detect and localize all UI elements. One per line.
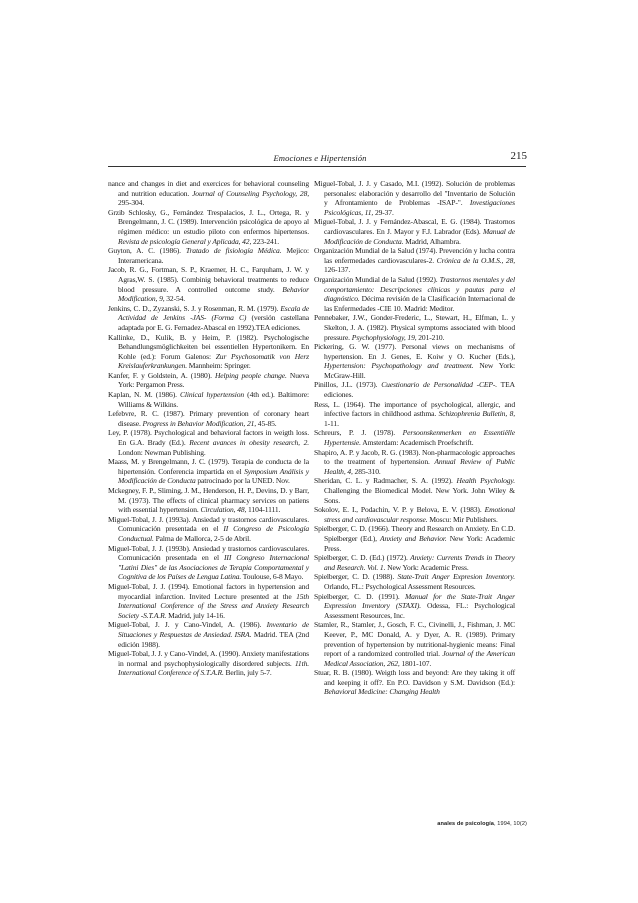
reference-italic-segment: Inventario de Situaciones y Respuestas de Ansiedad. ISRA. [118,620,309,639]
reference-text-segment: Stuar, R. B. (1980). Weigth loss and beyond: Are they taking it off and keeping it off?. En P.O. Davidson y S.M. Davidson (Ed.): [314,668,515,687]
reference-entry [314,217,515,246]
reference-text-segment: Mckegney, F. P., Sliming, J. M., Henderson, H. P., Devins, D. y Barr, M. (1973). The effects of clinical pharmacy services on patiens with essential hypertension. [108,486,309,515]
reference-text-segment: TEA ediciones. [324,380,515,400]
reference-italic-segment: Recent avances in obesity research, 2. [189,438,309,448]
reference-entry [314,668,515,697]
reference-entry [108,246,309,265]
reference-text-segment: Guyton, A. C. (1986). [108,246,186,256]
reference-text-segment: Kallinke, D., Kulik, B. y Heim, P. (1982). Psychologische Behandlungsmöglichkeiten bei essentiellen Hypertonikern. En Kohle (ed.): Forum Galenos: [108,332,309,361]
journal-name: anales de psicología [437,821,494,827]
reference-text-segment: New York: Academic Press. [385,562,469,572]
reference-italic-segment: Manual for the State-Trait Anger Expression Inventory (STAXI). [324,591,515,611]
reference-text-segment: Miguel-Tobal, J. J. y Cano-Vindel, A. (1990). Anxiety manifestations in normal and psychophysiologically disordered subjects. [108,649,309,668]
reference-entry [108,371,309,390]
reference-text-segment: Miguel-Tobal, J. J. y Cano-Vindel, A. (1986). [108,620,267,630]
reference-text-segment: Spielberger, C. D. (1966). Theory and Research on Anxiety. En C.D. Spielberger (Ed.), [314,524,515,543]
reference-italic-segment: Anxiety: Currents Trends in Theory and Research. Vol. 1. [324,553,515,572]
reference-italic-segment: Crónica de la O.M.S., 28, [436,255,515,265]
reference-text-segment: Toulouse, 6-8 Mayo. [241,572,304,582]
reference-text-segment: 223-241. [251,236,280,246]
reference-text-segment: Maass, M. y Brengelmann, J. C. (1979). Terapia de conducta de la hipertensión. Conferencia impartida en el [108,457,309,476]
reference-entry [314,476,515,505]
reference-text-segment: Stamler, R., Stamler, J., Gosch, F. C., Civinelli, J., Fishman, J. MC Keever, P., MC Donald, A. y Dyer, A. R. (1989). Primary prevention of hypertension by nutritional-hygienic means: Final report of a randomized controlled trial. [314,620,515,659]
reference-entry [314,275,515,313]
reference-text-segment: Spielberger, C. D. (Ed.) (1972). [314,553,411,563]
reference-italic-segment: Schizophrenia Bulletin, 8, [438,409,515,419]
reference-text-segment: Mejico: Interamericana. [118,246,309,265]
reference-italic-segment: Escala de Actividad de Jenkins -JAS- (Forma C) [118,303,309,323]
reference-italic-segment: Psychophysiology, 19, [351,332,417,342]
reference-entry [314,380,515,399]
reference-text-segment: 29-37. [373,207,394,217]
reference-entry [314,448,515,477]
reference-text-segment: Miguel-Tobal, J. J. (1993a). Ansiedad y trastornos cardiovasculares. Comunicación presentada en el [108,514,309,534]
reference-entry [314,342,515,380]
reference-text-segment: Odessa, FL.: Psychological Assessment Resources, Inc. [324,601,515,620]
reference-entry [314,572,515,591]
reference-text-segment: Miguel-Tobal, J. J. (1993b). Ansiedad y trastornos cardiovasculares. Comunicación presentada en el [108,543,309,563]
running-title: Emociones e Hipertensión [273,153,367,163]
reference-text-segment: Moscu: Mir Publishers. [427,514,498,524]
reference-text-segment: Challenging the Biomedical Model. New York. John Wiley & Sons. [324,486,515,505]
reference-italic-segment: Cuestionario de Personalidad -CEP-. [381,380,498,390]
reference-entry [314,428,515,447]
journal-issue: , 1994, 10(2) [493,821,527,827]
reference-text-segment: Organización Mundial de la Salud (1992). [314,274,440,284]
reference-entry [108,265,309,303]
reference-text-segment: 285-310. [352,466,381,476]
reference-text-segment: Sokolov, E. I., Podachin, V. P. y Belova, E. V. (1983). [314,505,485,515]
reference-entry [314,592,515,621]
reference-text-segment: 126-137. [324,265,351,275]
reference-entry [108,208,309,246]
references-right-column [314,179,515,697]
reference-text-segment: 201-210. [416,332,445,342]
reference-text-segment: Organización Mundial de la Salud (1974). Prevención y lucha contra las enfermedades cardiovasculares-2. [314,246,515,265]
reference-text-segment: Miguel-Tobal, J. J. y Casado, M.I. (1992). Solución de problemas personales: elaboración y desarrollo del "Inventario de Solución y Afrontamiento de Problemas -ISAP-". [314,179,515,208]
reference-text-segment: Jacob, R. G., Fortman, S. P., Kraemer, H. C., Farquham, J. W. y Agras,W. S. (1985). Combinig behavioral treatments to reduce blood pressure. A controlled outcome study. [108,265,309,294]
references-left-column [108,179,309,678]
reference-entry [314,313,515,342]
reference-italic-segment: 11th. International Conference of S.T.A.R. [118,658,309,678]
reference-italic-segment: Annual Review of Public Health, 4, [324,457,515,476]
reference-italic-segment: Helping people change. [214,370,287,380]
reference-italic-segment: Behavioral Medicine: Changing Health [324,687,440,697]
reference-text-segment: Schreurs, P. J. (1978). [314,428,403,438]
reference-entry [314,246,515,275]
reference-italic-segment: Revista de psicología General y Aplicada, 42, [118,236,252,246]
reference-text-segment: Ress, L. (1964). The importance of psychological, allergic, and infective factors in childhood asthma. [314,399,515,419]
reference-entry [108,515,309,544]
reference-italic-segment: III Congreso Internacional "Latini Dies" de las Asociaciones de Terapia Comportamental y Cognitiva de los Países de Lengua Latina. [118,553,309,582]
reference-italic-segment: Emotional stress and cardiovascular response. [324,505,515,524]
reference-text-segment: 32-54. [164,294,186,304]
reference-italic-segment: Circulation, 48, [200,505,247,515]
reference-text-segment: 45-85. [256,418,277,428]
reference-entry [314,179,515,217]
reference-italic-segment: Investigaciones Psicológicas, 11, [324,198,515,217]
reference-entry [108,333,309,371]
reference-entry [314,553,515,572]
header-rule [108,166,526,167]
reference-text-segment: Berlin, july 5-7. [223,668,272,678]
reference-text-segment: 295-304. [118,198,145,208]
reference-italic-segment: Anxiety and Behavior. [380,533,447,543]
reference-italic-segment: Clinical hypertension [180,390,245,400]
reference-text-segment: Orlando, FL.: Psychological Assessment Resources. [324,581,476,591]
reference-italic-segment: Journal of Counseling Psychology, 28, [192,188,309,198]
reference-italic-segment: Progress in Behavior Modification, 21, [142,418,257,428]
reference-text-segment: New York: McGraw-Hill. [324,361,515,380]
reference-text-segment: Grzib Schlosky, G., Fernández Trespalacios, J. L., Ortega, R. y Brengelmann, J. C. (1989). Intervención psicológica de apoyo al régimen médico: un estudio piloto con enfermos hipertensos. [108,207,309,236]
reference-text-segment: Jenkins, C. D., Zyzanski, S. J. y Rosenman, R. M. (1979). [108,303,281,313]
reference-entry [314,505,515,524]
reference-entry [108,649,309,678]
reference-entry [108,582,309,620]
reference-italic-segment: Persoonskenmerken en Essentiëlle Hypertensie. [324,428,515,448]
reference-text-segment: Pennebaker, J.W., Gonder-Frederic, L., Stewart, H., Elfman, L. y Skelton, J. A. (1982). Physical symptoms associated with blood pressure. [314,313,515,342]
journal-footer [437,821,527,827]
reference-text-segment: London: Newman Publishing. [118,447,206,457]
reference-text-segment: patrocinado por la UNED. Nov. [195,476,290,486]
reference-text-segment: Madrid, july 14-16. [166,610,225,620]
reference-italic-segment: Zur Psychosomatik von Herz Kreislauferkrankungen. [118,351,310,371]
reference-italic-segment: 15th International Conference of the Stress and Anxiety Research Society -S.T.A.R. [118,591,309,620]
reference-text-segment: Spielberger, C. D. (1988). [314,572,398,582]
reference-entry [108,486,309,515]
reference-italic-segment: Trastornos mentales y del comportamiento: Descripciones clínicas y pautas para el diagnóstico. [324,274,515,304]
reference-text-segment: New York: Academic Press. [324,533,516,553]
reference-text-segment: 1-11. [324,418,339,428]
reference-text-segment: Sheridan, C. L. y Radmacher, S. A. (1992). [314,476,457,486]
reference-entry [108,409,309,428]
reference-italic-segment: Manual de Modificación de Conducta. [324,226,515,246]
reference-text-segment: Pinillos, J.L. (1973). [314,380,382,390]
reference-text-segment: Kaplan, N. M. (1986). [108,390,180,400]
reference-entry [314,400,515,429]
reference-text-segment: Nueva York: Pergamon Press. [118,370,309,390]
reference-text-segment: Madrid. TEA (2nd edición 1988). [118,629,309,649]
reference-text-segment: (4th ed.). Baltimore: Williams & Wilkins. [118,390,310,409]
reference-text-segment: Ley, P. (1978). Psychological and behavioral factors in weigth loss. En G.A. Brady (Ed.). [108,428,309,448]
reference-text-segment: Spielberger, C. D. (1991). [314,591,405,601]
reference-italic-segment: Journal of the American Medical Association, 262, [324,649,515,668]
reference-text-segment: Palma de Mallorca, 2-5 de Abril. [153,533,251,543]
reference-entry [108,304,309,333]
reference-text-segment: (versión castellana adaptada por E. G. Fernadez-Abascal en 1992).TEA ediciones. [118,313,310,332]
reference-entry [108,620,309,649]
reference-entry [108,428,309,457]
reference-text-segment: 1104-1111. [246,505,281,515]
reference-italic-segment: Health Psychology. [456,476,516,486]
reference-italic-segment: II Congreso de Psicología Conductual. [118,524,309,543]
reference-italic-segment: Hypertension: Psychopathology and treatment. [324,361,474,371]
reference-text-segment: Décima revisión de la Clasificación Internacional de las Enfermedades -CIE 10. Madrid: Meditor. [324,294,515,313]
reference-text-segment: Madrid, Alhambra. [403,236,461,246]
reference-entry [108,179,309,208]
reference-entry [108,457,309,486]
reference-entry [108,544,309,582]
reference-text-segment: Amsterdam: Academisch Proefschrift. [360,438,474,448]
reference-italic-segment: State-Trait Anger Expresion Inventory. [397,572,515,582]
reference-text-segment: 1801-107. [399,658,432,668]
reference-text-segment: Kanfer, F. y Goldstein, A. (1980). [108,370,215,380]
reference-text-segment: Shapiro, A. P. y Jacob, R. G. (1983). Non-pharmacologic approaches to the treatment of hypertension. [314,447,515,467]
reference-italic-segment: Symposium Análisis y Modificación de Conducta [118,466,309,486]
page-number: 215 [510,150,527,162]
reference-italic-segment: Behavior Modification, 9, [118,284,309,304]
reference-text-segment: nance and changes in diet and exercices for behavioral counseling and nutrition education. [108,179,309,198]
reference-entry [314,620,515,668]
reference-entry [314,524,515,553]
reference-entry [108,390,309,409]
reference-text-segment: Mannheim: Springer. [186,361,251,371]
reference-text-segment: Miguel-Tobal, J. J. (1994). Emotional factors in hypertension and myocardial infarction. Invited Lecture presented at the [108,581,309,601]
reference-italic-segment: Tratado de fisiología Médica. [185,246,282,256]
reference-text-segment: Pickering, G. W. (1977). Personal views on mechanisms of hypertension. En J. Genes, E. Koiw y O. Kucher (Eds.), [314,342,515,361]
reference-text-segment: Miguel-Tobal, J. J. y Fernández-Abascal, E. G. (1984). Trastornos cardiovasculares. En J. Mayor y F.J. Labrador (Eds). [314,217,515,236]
reference-text-segment: Lefebvre, R. C. (1987). Primary prevention of coronary heart disease. [108,409,309,428]
